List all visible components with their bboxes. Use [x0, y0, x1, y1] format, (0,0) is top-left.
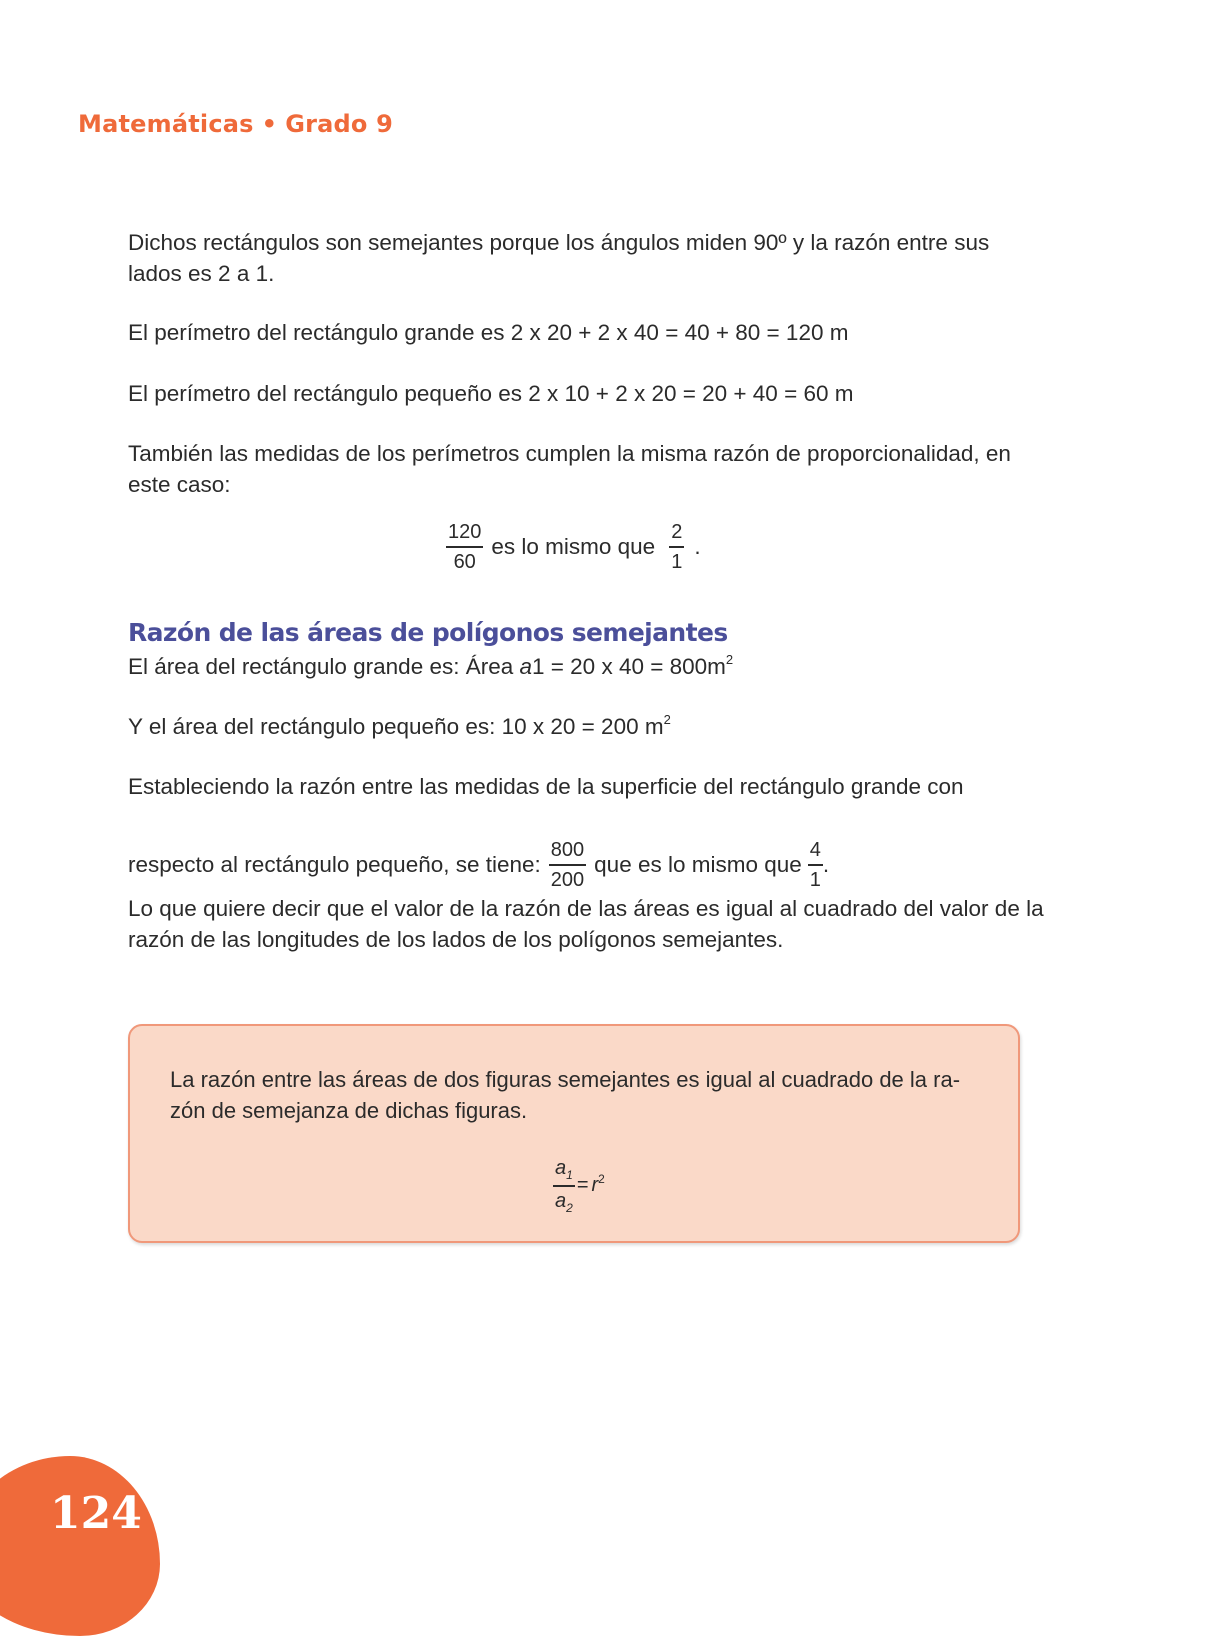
area-big-exponent: 2 [725, 652, 734, 667]
respect-middle: que es lo mismo que [594, 851, 802, 877]
page-number-blob [0, 1456, 160, 1636]
area-big-variable: a [519, 654, 533, 679]
area-small-exponent: 2 [663, 712, 671, 727]
fraction-120-60 [446, 522, 483, 572]
fraction-denominator: 1 [809, 868, 821, 891]
paragraph-perimeter-small: El perímetro del rectángulo pequeño es 2 x 10 + 2 x 20 = 20 + 40 = 60 m [128, 381, 854, 406]
formula-r-exponent: 2 [598, 1172, 605, 1187]
fraction-bar [808, 864, 823, 866]
paragraph-perimeter-ratio: También las medidas de los perímetros cumplen la misma razón de proporcionalidad, en este caso: [128, 441, 1011, 497]
fraction-denominator: 60 [453, 550, 476, 573]
formula-den-sub: 2 [566, 1200, 573, 1215]
ratio-end-dot: . [694, 533, 701, 559]
fraction-bar [549, 864, 586, 866]
fraction-bar [669, 546, 684, 548]
fraction-bar [446, 546, 483, 548]
grade-label: Grado 9 [285, 110, 394, 138]
formula-r-var: r [591, 1174, 599, 1197]
formula-denominator [553, 1191, 575, 1214]
subject-label: Matemáticas [78, 110, 254, 138]
area-ratio-formula [553, 1158, 605, 1214]
page-header [78, 110, 393, 138]
perimeter-ratio-expression [446, 522, 701, 572]
fraction-4-1 [808, 840, 823, 890]
formula-numerator [553, 1158, 575, 1181]
definition-callout [128, 1024, 1020, 1243]
fraction-numerator: 120 [448, 521, 482, 543]
fraction-numerator: 4 [809, 839, 821, 861]
area-big-prefix: El área del rectángulo grande es: Área [128, 654, 520, 679]
area-big-suffix: 1 = 20 x 40 = 800m [532, 654, 726, 679]
area-small-text: Y el área del rectángulo pequeño es: 10 x 20 = 200 m [128, 714, 664, 739]
fraction-numerator: 2 [671, 521, 683, 543]
callout-text [170, 1064, 990, 1126]
fraction-800-200 [549, 840, 586, 890]
paragraph-establish: Estableciendo la razón entre las medidas de la superficie del rectángulo grande con [128, 774, 964, 799]
callout-line-2: zón de semejanza de dichas figuras. [170, 1098, 528, 1123]
paragraph-area-big [128, 651, 1048, 682]
ratio-middle-text: es lo mismo que [491, 533, 656, 559]
paragraph-similar-rectangles: Dichos rectángulos son semejantes porque los ángulos miden 90º y la razón entre sus lados es 2 a 1. [128, 230, 990, 286]
fraction-denominator: 200 [550, 868, 585, 891]
respect-prefix: respecto al rectángulo pequeño, se tiene: [128, 851, 541, 877]
paragraph-conclusion: Lo que quiere decir que el valor de la razón de las áreas es igual al cuadrado del valor de la razón de las longitudes de los lados de los polígonos semejantes. [128, 896, 1044, 952]
header-bullet: • [261, 110, 278, 138]
formula-r [592, 1174, 605, 1197]
callout-line-1: La razón entre las áreas de dos figuras semejantes es igual al cuadrado de la ra- [170, 1067, 961, 1092]
formula-bar [553, 1185, 575, 1187]
formula-fraction [553, 1158, 575, 1214]
section-title: Razón de las áreas de polígonos semejantes [128, 618, 728, 647]
fraction-denominator: 1 [671, 550, 683, 573]
paragraph-area-small [128, 711, 1048, 742]
area-ratio-line [128, 840, 829, 890]
paragraph-perimeter-big: El perímetro del rectángulo grande es 2 x 20 + 2 x 40 = 40 + 80 = 120 m [128, 320, 849, 345]
formula-den-var: a [555, 1189, 567, 1212]
formula-num-sub: 1 [566, 1168, 573, 1182]
page-number: 124 [50, 1488, 142, 1539]
formula-num-var: a [555, 1157, 567, 1179]
fraction-2-1 [669, 522, 684, 572]
formula-equals: = [576, 1174, 589, 1197]
fraction-numerator: 800 [550, 839, 585, 861]
respect-end-dot: . [822, 851, 830, 877]
